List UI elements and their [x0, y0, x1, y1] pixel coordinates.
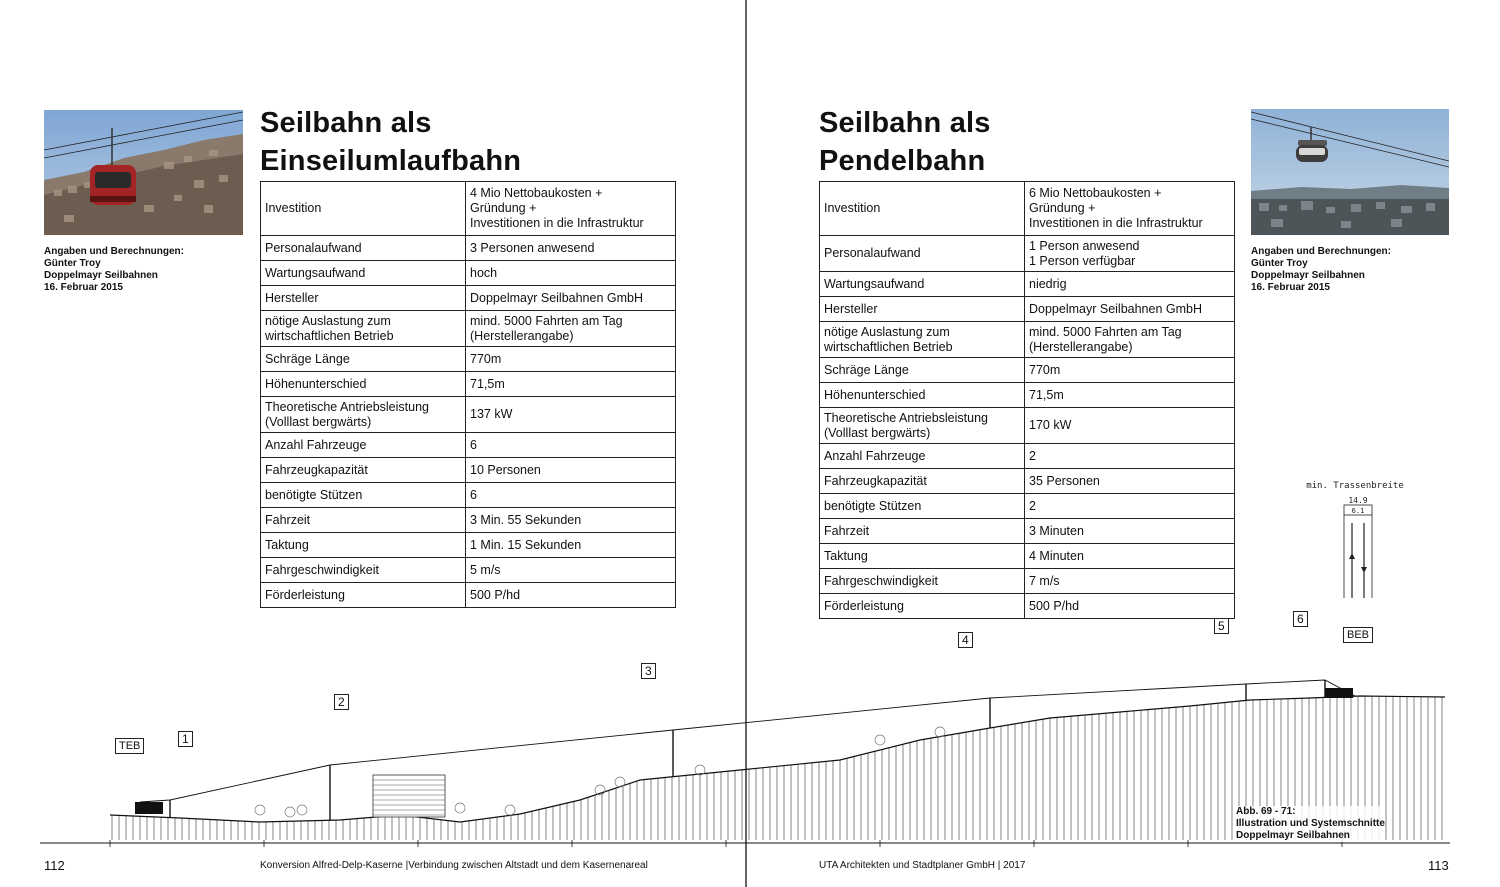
cell-line: 770m	[1029, 362, 1061, 377]
spec-value	[466, 372, 676, 397]
spec-label	[820, 297, 1025, 322]
spec-value	[1025, 383, 1235, 408]
cell-line: Hersteller	[265, 290, 319, 305]
spec-value	[466, 458, 676, 483]
title-line: Pendelbahn	[819, 145, 986, 177]
cell-line: 4 Mio Nettobaukosten +	[470, 186, 603, 200]
cell-line: Fahrzeugkapazität	[265, 462, 368, 477]
cell-line: 1 Person anwesend	[1029, 238, 1140, 253]
cell-line: 3 Min. 55 Sekunden	[470, 512, 582, 527]
spec-value	[1025, 569, 1235, 594]
cell-line: (Herstellerangabe)	[470, 328, 574, 343]
spec-label	[820, 408, 1025, 444]
caption-line: 16. Februar 2015	[44, 282, 123, 293]
cell-line: 71,5m	[1029, 387, 1064, 402]
spec-value	[466, 508, 676, 533]
cell-line: 137 kW	[470, 407, 513, 421]
spec-label	[820, 519, 1025, 544]
cell-line: Fahrzeit	[265, 512, 311, 527]
spec-value	[466, 286, 676, 311]
tree-symbol	[935, 727, 945, 737]
cell-line: 3 Minuten	[1029, 523, 1084, 538]
cell-line: Wartungsaufwand	[824, 276, 925, 291]
spec-value	[1025, 469, 1235, 494]
cell-line: benötigte Stützen	[265, 487, 363, 502]
spec-row	[261, 236, 676, 261]
title-line: Seilbahn als	[819, 107, 991, 139]
cell-line: Schräge Länge	[824, 362, 909, 377]
spec-value	[1025, 322, 1235, 358]
page-number-right: 113	[1428, 858, 1449, 873]
spec-row	[820, 519, 1235, 544]
spec-value	[466, 347, 676, 372]
tree-symbol	[505, 805, 515, 815]
cell-line: Förderleistung	[824, 598, 904, 613]
spec-value	[466, 397, 676, 433]
spec-value	[1025, 408, 1235, 444]
caption-line: Günter Troy	[1251, 258, 1308, 269]
cell-line: Wartungsaufwand	[265, 265, 366, 280]
cell-line: 10 Personen	[470, 462, 541, 477]
spec-label	[820, 544, 1025, 569]
spec-value	[466, 236, 676, 261]
caption-line: Angaben und Berechnungen:	[44, 246, 184, 257]
spec-label	[261, 433, 466, 458]
spec-label	[261, 558, 466, 583]
tower-marker-2: 2	[334, 694, 349, 710]
spec-label	[261, 182, 466, 236]
cell-line: Personalaufwand	[265, 240, 362, 255]
footer-right-text: UTA Architekten und Stadtplaner GmbH | 2017	[819, 860, 1026, 871]
cell-line: Fahrzeit	[824, 523, 870, 538]
cell-line: Hersteller	[824, 301, 878, 316]
cell-line: benötigte Stützen	[824, 498, 922, 513]
cell-line: 1 Min. 15 Sekunden	[470, 537, 582, 552]
cell-line: 500 P/hd	[1029, 598, 1080, 613]
spec-label	[261, 372, 466, 397]
valley-station	[135, 802, 163, 814]
spec-row	[820, 444, 1235, 469]
spec-row	[261, 347, 676, 372]
spec-table-left	[260, 181, 676, 608]
spec-label	[820, 494, 1025, 519]
cell-line: niedrig	[1029, 276, 1067, 291]
cell-line: Doppelmayr Seilbahnen GmbH	[1029, 301, 1203, 316]
tower-marker-5: 5	[1214, 618, 1229, 634]
caption-line: Günter Troy	[44, 258, 101, 269]
spec-row	[261, 558, 676, 583]
spec-value	[466, 558, 676, 583]
cell-line: Investition	[824, 201, 881, 215]
spec-row	[261, 433, 676, 458]
cell-line: 35 Personen	[1029, 473, 1100, 488]
cell-line: Fahrgeschwindigkeit	[265, 562, 379, 577]
cell-line: 500 P/hd	[470, 587, 521, 602]
spec-row	[261, 483, 676, 508]
cell-line: (Herstellerangabe)	[1029, 339, 1133, 354]
spec-row	[261, 311, 676, 347]
spec-row	[820, 358, 1235, 383]
tower-marker-3: 3	[641, 663, 656, 679]
cell-line: Investitionen in die Infrastruktur	[470, 216, 644, 230]
caption-line: Doppelmayr Seilbahnen	[1251, 270, 1365, 281]
cell-line: Personalaufwand	[824, 246, 921, 260]
svg-text:14.9: 14.9	[1348, 496, 1368, 505]
figure-caption-line: Doppelmayr Seilbahnen	[1236, 830, 1350, 841]
spec-row	[820, 236, 1235, 272]
spec-row	[820, 544, 1235, 569]
caption-line: 16. Februar 2015	[1251, 282, 1330, 293]
gondola-photo-left	[44, 110, 243, 235]
cell-line: Theoretische Antriebsleistung	[265, 399, 429, 414]
spec-label	[261, 236, 466, 261]
cell-line: mind. 5000 Fahrten am Tag	[470, 313, 623, 328]
cell-line: Investition	[265, 201, 322, 215]
footer-left-text: Konversion Alfred-Delp-Kaserne |Verbindung zwischen Altstadt und dem Kasernenareal	[260, 860, 648, 871]
svg-text:6.1: 6.1	[1351, 507, 1365, 515]
spec-row	[820, 322, 1235, 358]
caption-line: Angaben und Berechnungen:	[1251, 246, 1391, 257]
spec-row	[820, 272, 1235, 297]
spec-table-right	[819, 181, 1235, 619]
spec-label	[820, 182, 1025, 236]
station-label-teb: TEB	[115, 738, 144, 754]
cell-line: 770m	[470, 351, 502, 366]
tree-symbol	[875, 735, 885, 745]
cell-line: Anzahl Fahrzeuge	[824, 448, 926, 463]
cell-line: wirtschaftlichen Betrieb	[265, 328, 394, 343]
cell-line: Gründung +	[1029, 201, 1096, 215]
tree-symbol	[255, 805, 265, 815]
figure-caption-line: Abb. 69 - 71:	[1236, 806, 1296, 817]
spec-row	[261, 261, 676, 286]
cell-line: 6	[470, 437, 477, 452]
spec-label	[820, 569, 1025, 594]
cell-line: Theoretische Antriebsleistung	[824, 410, 988, 425]
cell-line: 4 Minuten	[1029, 548, 1084, 563]
spec-value	[466, 311, 676, 347]
spec-value	[1025, 236, 1235, 272]
cell-line: nötige Auslastung zum	[824, 324, 950, 339]
spec-label	[820, 272, 1025, 297]
spec-value	[1025, 182, 1235, 236]
mountain-station	[1325, 688, 1353, 698]
spec-row	[820, 297, 1235, 322]
spec-value	[466, 533, 676, 558]
track-width-detail	[1300, 478, 1410, 608]
figure-caption-line: Illustration und Systemschnitte	[1236, 818, 1385, 829]
spec-row	[261, 182, 676, 236]
cable-line	[140, 680, 1355, 802]
station-label-beb: BEB	[1343, 627, 1373, 643]
spec-row	[261, 508, 676, 533]
title-line: Seilbahn als	[260, 107, 432, 139]
spec-value	[1025, 494, 1235, 519]
spec-label	[261, 286, 466, 311]
spec-value	[1025, 544, 1235, 569]
spec-value	[466, 182, 676, 236]
cell-line: 2	[1029, 448, 1036, 463]
spec-label	[820, 358, 1025, 383]
spec-label	[261, 533, 466, 558]
cell-line: Förderleistung	[265, 587, 345, 602]
spec-row	[261, 372, 676, 397]
spec-row	[820, 383, 1235, 408]
spec-value	[1025, 358, 1235, 383]
building-outline	[373, 775, 445, 817]
spec-label	[820, 236, 1025, 272]
cell-line: 6 Mio Nettobaukosten +	[1029, 186, 1162, 200]
spec-row	[820, 569, 1235, 594]
cell-line: Gründung +	[470, 201, 537, 215]
cell-line: 71,5m	[470, 376, 505, 391]
cell-line: (Volllast bergwärts)	[265, 414, 372, 429]
cell-line: mind. 5000 Fahrten am Tag	[1029, 324, 1182, 339]
tree-symbol	[297, 805, 307, 815]
spec-value	[1025, 519, 1235, 544]
figure-caption	[1236, 806, 1385, 842]
spec-row	[261, 458, 676, 483]
cell-line: Höhenunterschied	[265, 376, 367, 391]
tower-marker-6: 6	[1293, 611, 1308, 627]
tree-symbol	[615, 777, 625, 787]
cell-line: Investitionen in die Infrastruktur	[1029, 216, 1203, 230]
spec-label	[820, 444, 1025, 469]
cell-line: Fahrgeschwindigkeit	[824, 573, 938, 588]
caption-left	[44, 246, 184, 294]
spec-label	[261, 508, 466, 533]
cell-line: nötige Auslastung zum	[265, 313, 391, 328]
caption-right	[1251, 246, 1391, 294]
spec-value	[466, 483, 676, 508]
spec-label	[261, 347, 466, 372]
tower-marker-4: 4	[958, 632, 973, 648]
cell-line: 6	[470, 487, 477, 502]
spec-row	[261, 533, 676, 558]
spec-label	[261, 397, 466, 433]
spec-label	[261, 458, 466, 483]
spec-row	[261, 286, 676, 311]
cell-line: 7 m/s	[1029, 573, 1060, 588]
cell-line: Doppelmayr Seilbahnen GmbH	[470, 290, 644, 305]
cell-line: 170 kW	[1029, 418, 1072, 432]
cell-line: Taktung	[265, 537, 309, 552]
tree-symbol	[455, 803, 465, 813]
cell-line: 3 Personen anwesend	[470, 240, 595, 255]
cell-line: Taktung	[824, 548, 868, 563]
cell-line: (Volllast bergwärts)	[824, 425, 931, 440]
terrain-line	[110, 696, 1445, 822]
svg-text:min. Trassenbreite: min. Trassenbreite	[1306, 481, 1404, 491]
title-line: Einseilumlaufbahn	[260, 145, 522, 177]
tree-symbol	[285, 807, 295, 817]
spec-value	[1025, 444, 1235, 469]
gondola-photo-right	[1251, 109, 1449, 235]
caption-line: Doppelmayr Seilbahnen	[44, 270, 158, 281]
title-right	[819, 104, 991, 180]
spec-label	[261, 483, 466, 508]
spec-label	[820, 469, 1025, 494]
cell-line: wirtschaftlichen Betrieb	[824, 339, 953, 354]
cell-line: 5 m/s	[470, 562, 501, 577]
spec-row	[820, 494, 1235, 519]
cell-line: Fahrzeugkapazität	[824, 473, 927, 488]
spec-label	[261, 311, 466, 347]
spec-row	[820, 182, 1235, 236]
cell-line: 2	[1029, 498, 1036, 513]
tower-marker-1: 1	[178, 731, 193, 747]
spec-row	[820, 408, 1235, 444]
spec-label	[261, 261, 466, 286]
spec-row	[820, 469, 1235, 494]
spec-value	[1025, 272, 1235, 297]
page-number-left: 112	[44, 858, 65, 873]
spec-label	[820, 383, 1025, 408]
cell-line: 1 Person verfügbar	[1029, 253, 1136, 268]
spec-value	[466, 433, 676, 458]
cell-line: Schräge Länge	[265, 351, 350, 366]
cell-line: Anzahl Fahrzeuge	[265, 437, 367, 452]
spec-label	[820, 322, 1025, 358]
spec-value	[466, 261, 676, 286]
cell-line: Höhenunterschied	[824, 387, 926, 402]
spec-value	[1025, 297, 1235, 322]
cell-line: hoch	[470, 265, 498, 280]
title-left	[260, 104, 521, 180]
spec-row	[261, 397, 676, 433]
